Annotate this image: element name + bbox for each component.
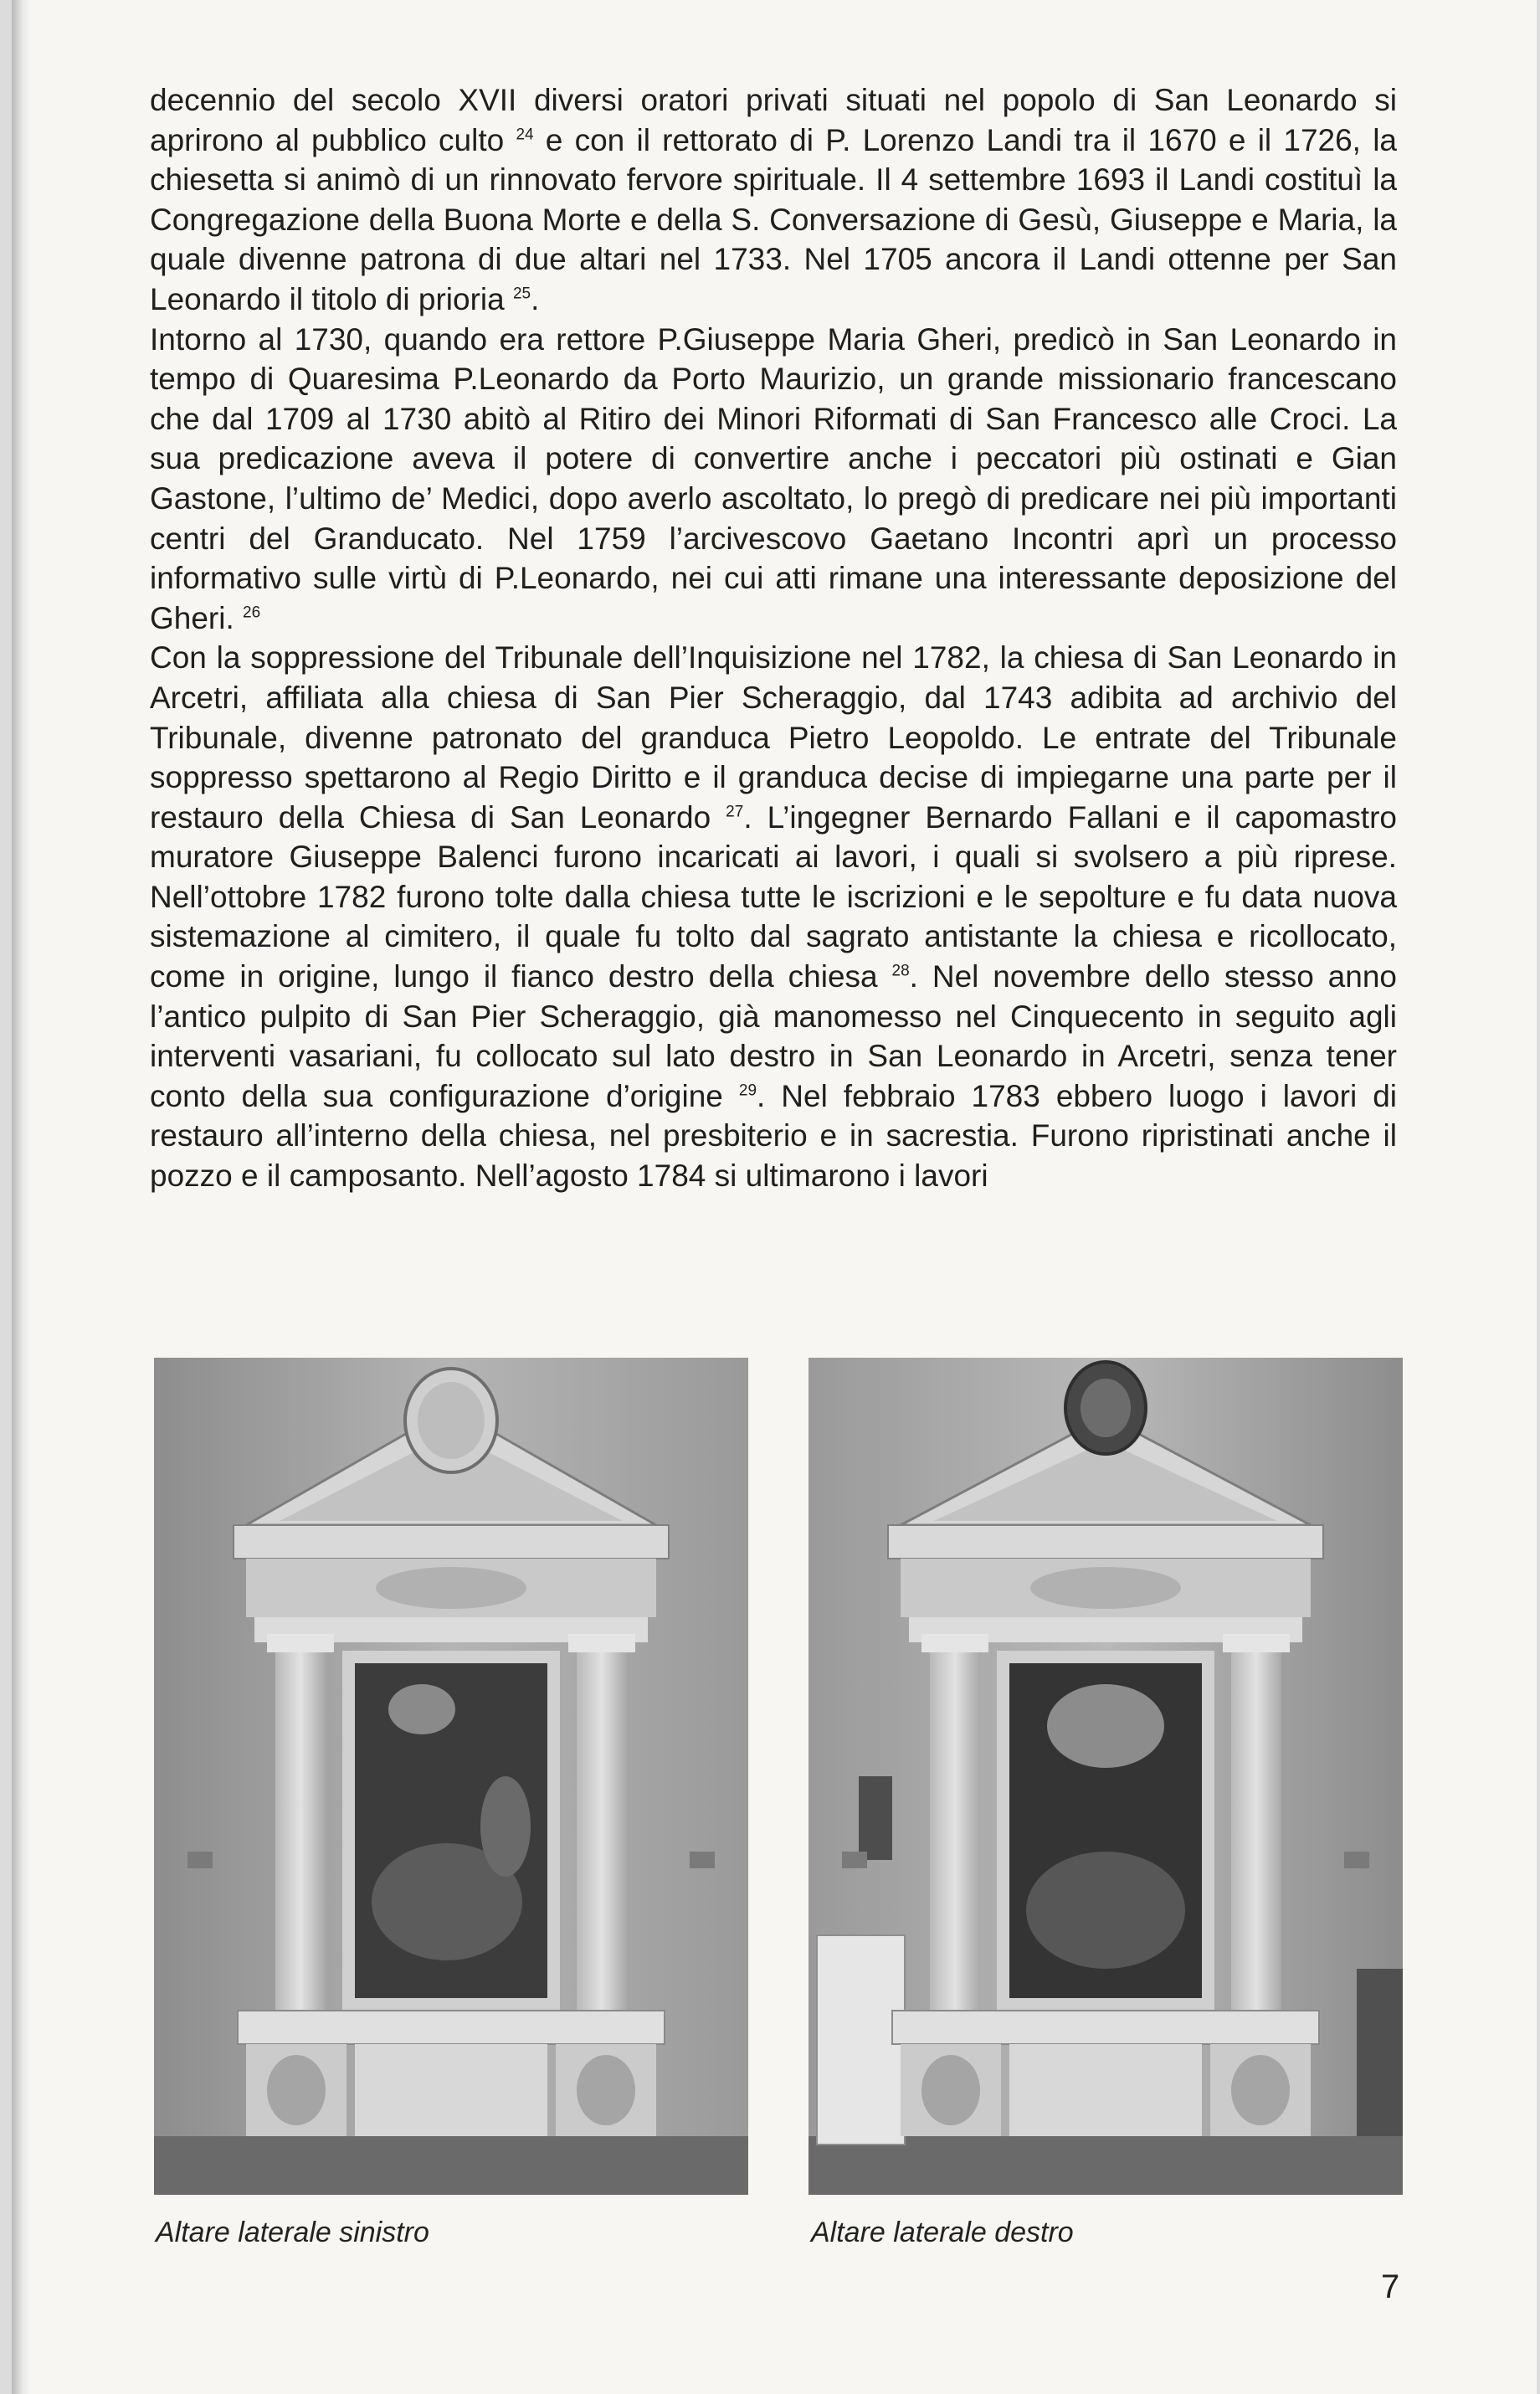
footnote-ref: 27	[726, 803, 744, 821]
footnote-ref: 29	[738, 1081, 757, 1100]
text-run: . Nel febbraio 1783 ebbero luogo i lavori di restauro all’interno della chiesa, nel presbiterio e in sacrestia. Furono ripristinati anche il pozzo e il camposanto. Nell’agosto 1784 si ultimarono i lavori	[150, 1078, 1397, 1194]
text-run: decennio del secolo XVII diversi oratori privati situati nel popolo di San Leonardo si aprirono al pubblico culto	[150, 83, 1397, 157]
left-altar-photo	[154, 1358, 748, 2195]
text-run: . L’ingegner Bernardo Fallani e il capomastro muratore Giuseppe Balenci furono incaricati ai lavori, i quali si svolsero a più riprese. Nell’ottobre 1782 furono tolte dalla chiesa tutte le iscrizioni e le sepolture e fu data nuova sistemazione al cimitero, il quale fu tolto dal sagrato antistante la chiesa e ricollocato, come in origine, lungo il fianco destro della chiesa	[150, 799, 1397, 994]
text-run: . Nel novembre dello stesso anno l’antico pulpito di San Pier Scheraggio, già manomesso nel Cinquecento in seguito agli interventi vasariani, fu collocato sul lato destro in San Leonardo in Arcetri, senza tener conto della sua configurazione d’origine	[150, 959, 1397, 1113]
body-text	[150, 80, 1397, 1196]
footnote-ref: 25	[512, 285, 531, 303]
text-run: .	[531, 281, 540, 316]
right-photo-caption: Altare laterale destro	[811, 2217, 1074, 2248]
text-run: Con la soppressione del Tribunale dell’Inquisizione nel 1782, la chiesa di San Leonardo in Arcetri, affiliata alla chiesa di San Pier Scheraggio, dal 1743 adibita ad archivio del Tribunale, divenne patronato del granduca Pietro Leopoldo. Le entrate del Tribunale soppresso spettarono al Regio Diritto e il granduca decise di impiegarne una parte per il restauro della Chiesa di San Leonardo	[150, 640, 1397, 835]
footnote-ref: 28	[891, 962, 910, 980]
footnote-ref: 24	[516, 126, 534, 144]
body-paragraph	[150, 638, 1397, 1195]
right-altar-photo	[808, 1358, 1403, 2195]
left-photo-caption: Altare laterale sinistro	[156, 2217, 429, 2248]
text-run: Intorno al 1730, quando era rettore P.Giuseppe Maria Gheri, predicò in San Leonardo in tempo di Quaresima P.Leonardo da Porto Maurizio, un grande missionario francescano che dal 1709 al 1730 abitò al Ritiro dei Minori Riformati di San Francesco alle Croci. La sua predicazione aveva il potere di convertire anche i peccatori più ostinati e Gian Gastone, l’ultimo de’ Medici, dopo averlo ascoltato, lo pregò di predicare nei più importanti centri del Granducato. Nel 1759 l’arcivescovo Gaetano Incontri aprì un processo informativo sulle virtù di P.Leonardo, nei cui atti rimane una interessante deposizione del Gheri.	[150, 321, 1397, 635]
body-paragraph	[150, 320, 1397, 639]
footnote-ref: 26	[243, 604, 261, 622]
body-paragraph	[150, 80, 1397, 320]
text-run: e con il rettorato di P. Lorenzo Landi tra il 1670 e il 1726, la chiesetta si animò di un rinnovato fervore spirituale. Il 4 settembre 1693 il Landi costituì la Congregazione della Buona Morte e della S. Conversazione di Gesù, Giuseppe e Maria, la quale divenne patrona di due altari nel 1733. Nel 1705 ancora il Landi ottenne per San Leonardo il titolo di prioria	[150, 122, 1397, 316]
page	[12, 0, 1537, 2394]
page-number: 7	[1381, 2268, 1400, 2305]
page-binding-shadow	[12, 0, 30, 2394]
